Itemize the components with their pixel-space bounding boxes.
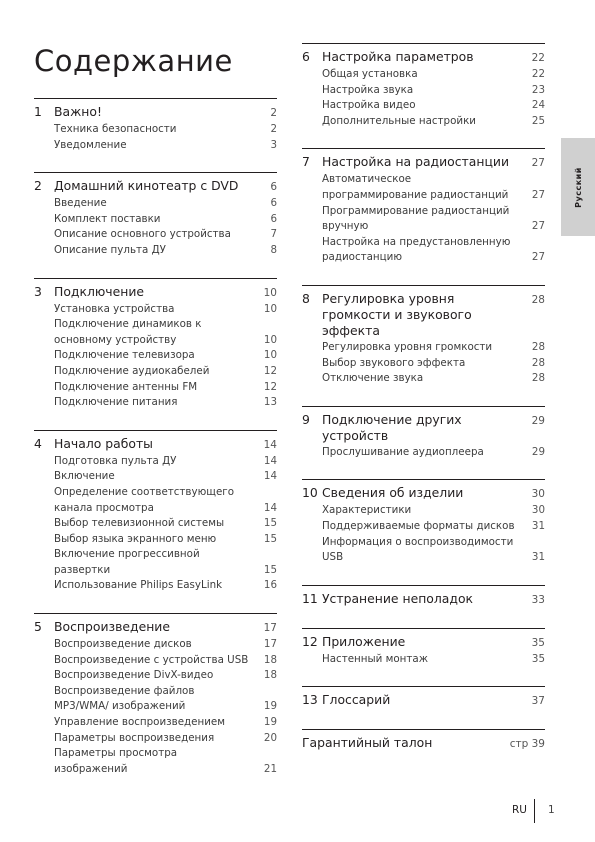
toc-right-column bbox=[302, 43, 545, 752]
footer-language: RU bbox=[512, 804, 527, 816]
toc-item[interactable] bbox=[322, 371, 545, 387]
item-title: Выбор языка экранного меню bbox=[54, 532, 217, 545]
toc-item[interactable] bbox=[54, 469, 277, 485]
item-page: 35 bbox=[531, 652, 545, 665]
toc-item[interactable] bbox=[322, 67, 545, 83]
section-number: 2 bbox=[34, 178, 42, 194]
toc-section bbox=[34, 278, 277, 411]
item-title: Воспроизведение DivX-видео bbox=[54, 669, 214, 682]
section-number: 8 bbox=[302, 290, 310, 306]
toc-item[interactable] bbox=[54, 122, 277, 138]
item-page: 14 bbox=[263, 470, 277, 483]
toc-section-heading[interactable] bbox=[302, 634, 545, 652]
item-title: Параметры воспроизведения bbox=[54, 731, 215, 744]
item-page: 28 bbox=[531, 356, 545, 369]
toc-section bbox=[302, 686, 545, 710]
item-page: 24 bbox=[531, 99, 545, 112]
item-title: Техника безопасности bbox=[54, 123, 177, 135]
toc-item[interactable] bbox=[54, 653, 277, 669]
item-title: Настройка звука bbox=[322, 83, 414, 96]
toc-item[interactable] bbox=[54, 547, 277, 578]
item-title: Уведомление bbox=[54, 138, 127, 151]
toc-item[interactable] bbox=[54, 364, 277, 380]
item-page: 23 bbox=[531, 83, 545, 96]
toc-item[interactable] bbox=[54, 532, 277, 548]
toc-item[interactable] bbox=[322, 519, 545, 535]
toc-item[interactable] bbox=[322, 98, 545, 114]
toc-item[interactable] bbox=[54, 485, 277, 516]
item-page: 27 bbox=[531, 220, 545, 233]
item-title: Описание основного устройства bbox=[54, 228, 231, 241]
toc-item[interactable] bbox=[54, 243, 277, 259]
item-page: 20 bbox=[263, 731, 277, 744]
item-title: Информация о воспроизводимости USB bbox=[322, 535, 514, 564]
item-page: 25 bbox=[531, 114, 545, 127]
item-page: 15 bbox=[263, 517, 277, 530]
toc-section bbox=[302, 43, 545, 129]
item-page: 10 bbox=[263, 333, 277, 346]
toc-item[interactable] bbox=[54, 637, 277, 653]
toc-section bbox=[34, 172, 277, 258]
section-page: 37 bbox=[531, 695, 545, 708]
item-title: Общая установка bbox=[322, 68, 418, 80]
section-title: Начало работы bbox=[54, 435, 153, 451]
item-title: Установка устройства bbox=[54, 302, 175, 315]
toc-item[interactable] bbox=[54, 731, 277, 747]
section-number: 5 bbox=[34, 619, 42, 635]
section-number: 3 bbox=[34, 283, 42, 299]
section-title: Сведения об изделии bbox=[322, 485, 464, 501]
item-title: Настройка видео bbox=[322, 99, 416, 112]
item-page: 19 bbox=[263, 700, 277, 713]
section-title: Настройка на радиостанции bbox=[322, 154, 510, 170]
toc-item[interactable] bbox=[54, 395, 277, 411]
section-title: Приложение bbox=[322, 633, 406, 649]
toc-section-heading[interactable] bbox=[34, 619, 277, 637]
toc-item[interactable] bbox=[54, 516, 277, 532]
item-title: Комплект поставки bbox=[54, 212, 161, 225]
toc-section bbox=[34, 98, 277, 153]
item-page: 18 bbox=[263, 669, 277, 682]
toc-item[interactable] bbox=[54, 715, 277, 731]
toc-warranty-entry[interactable] bbox=[302, 729, 545, 752]
language-side-tab-label: Русский bbox=[573, 166, 583, 208]
toc-section-heading[interactable] bbox=[302, 291, 545, 340]
item-page: 14 bbox=[263, 454, 277, 467]
section-title: Подключение bbox=[54, 283, 145, 299]
item-title: Подготовка пульта ДУ bbox=[54, 454, 177, 467]
item-title: Определение соответствующего канала просмотра bbox=[54, 485, 235, 514]
item-page: 7 bbox=[270, 228, 277, 241]
toc-item[interactable] bbox=[54, 138, 277, 154]
item-title: Автоматическое программирование радиостанций bbox=[322, 173, 509, 201]
item-title: Описание пульта ДУ bbox=[54, 243, 166, 256]
toc-item[interactable] bbox=[322, 172, 545, 203]
toc-section-heading[interactable] bbox=[34, 284, 277, 302]
toc-item[interactable] bbox=[54, 302, 277, 318]
section-number: 12 bbox=[302, 633, 318, 649]
section-page: 30 bbox=[531, 488, 545, 501]
section-page: 35 bbox=[531, 636, 545, 649]
warranty-page: стр 39 bbox=[509, 738, 545, 751]
section-title: Настройка параметров bbox=[322, 49, 474, 64]
item-title: Подключение телевизора bbox=[54, 349, 195, 362]
item-page: 28 bbox=[531, 340, 545, 353]
toc-item[interactable] bbox=[322, 652, 545, 668]
section-number: 7 bbox=[302, 154, 310, 170]
item-title: Прослушивание аудиоплеера bbox=[322, 445, 484, 458]
item-page: 15 bbox=[263, 563, 277, 576]
section-page: 6 bbox=[270, 181, 277, 194]
section-page: 14 bbox=[263, 438, 277, 451]
toc-section-heading[interactable] bbox=[302, 412, 545, 445]
item-title: Воспроизведение файлов MP3/WMA/ изображений bbox=[54, 684, 195, 713]
item-page: 14 bbox=[263, 501, 277, 514]
section-number: 6 bbox=[302, 49, 310, 64]
item-page: 31 bbox=[531, 551, 545, 564]
toc-section-heading[interactable] bbox=[302, 591, 545, 609]
section-title: Воспроизведение bbox=[54, 619, 170, 635]
toc-section bbox=[302, 628, 545, 668]
toc-item[interactable] bbox=[322, 535, 545, 566]
toc-item[interactable] bbox=[54, 317, 277, 348]
toc-item[interactable] bbox=[322, 356, 545, 372]
section-page: 22 bbox=[531, 52, 545, 64]
item-page: 6 bbox=[270, 212, 277, 225]
item-title: Отключение звука bbox=[322, 372, 424, 385]
toc-item[interactable] bbox=[322, 204, 545, 235]
item-page: 3 bbox=[270, 138, 277, 151]
item-page: 29 bbox=[531, 445, 545, 458]
item-page: 12 bbox=[263, 380, 277, 393]
toc-left-column bbox=[34, 98, 277, 796]
toc-section bbox=[302, 148, 545, 266]
item-title: Воспроизведение дисков bbox=[54, 638, 192, 651]
item-page: 28 bbox=[531, 372, 545, 385]
toc-item[interactable] bbox=[54, 380, 277, 396]
item-title: Выбор звукового эффекта bbox=[322, 356, 466, 369]
section-number: 11 bbox=[302, 590, 318, 606]
item-title: Подключение антенны FM bbox=[54, 380, 198, 393]
section-page: 27 bbox=[531, 157, 545, 170]
item-title: Подключение питания bbox=[54, 396, 178, 409]
toc-item[interactable] bbox=[54, 227, 277, 243]
section-number: 1 bbox=[34, 104, 42, 119]
toc-section bbox=[34, 430, 277, 594]
toc-section bbox=[302, 585, 545, 609]
item-title: Управление воспроизведением bbox=[54, 716, 226, 729]
toc-item[interactable] bbox=[54, 454, 277, 470]
item-title: Параметры просмотра изображений bbox=[54, 747, 178, 775]
item-page: 12 bbox=[263, 364, 277, 377]
section-number: 13 bbox=[302, 692, 318, 708]
page-title: Содержание bbox=[34, 44, 233, 78]
section-page: 33 bbox=[531, 593, 545, 606]
toc-item[interactable] bbox=[322, 83, 545, 99]
toc-section-heading[interactable] bbox=[34, 178, 277, 196]
toc-item[interactable] bbox=[54, 578, 277, 594]
item-title: Включение прогрессивной развертки bbox=[54, 548, 200, 576]
toc-item[interactable] bbox=[322, 445, 545, 461]
toc-item[interactable] bbox=[322, 503, 545, 519]
toc-section bbox=[302, 406, 545, 461]
toc-item[interactable] bbox=[322, 235, 545, 266]
section-number: 10 bbox=[302, 485, 318, 501]
item-page: 15 bbox=[263, 532, 277, 545]
toc-right-sections bbox=[302, 43, 545, 710]
item-title: Включение bbox=[54, 470, 115, 483]
footer-divider bbox=[534, 799, 535, 823]
item-title: Введение bbox=[54, 197, 107, 210]
toc-section-heading[interactable] bbox=[302, 49, 545, 67]
toc-section-heading[interactable] bbox=[34, 436, 277, 454]
item-page: 21 bbox=[263, 762, 277, 775]
toc-item[interactable] bbox=[54, 668, 277, 684]
toc-section-heading[interactable] bbox=[34, 104, 277, 122]
item-page: 10 bbox=[263, 349, 277, 362]
item-page: 27 bbox=[531, 251, 545, 264]
section-number: 4 bbox=[34, 435, 42, 451]
item-title: Настройка на предустановленную радиостанцию bbox=[322, 235, 511, 264]
toc-section-heading[interactable] bbox=[302, 485, 545, 503]
item-page: 16 bbox=[263, 579, 277, 592]
item-title: Программирование радиостанций вручную bbox=[322, 204, 510, 233]
item-title: Выбор телевизионной системы bbox=[54, 517, 225, 530]
section-page: 29 bbox=[531, 414, 545, 427]
item-page: 10 bbox=[263, 302, 277, 315]
toc-item[interactable] bbox=[54, 196, 277, 212]
item-page: 18 bbox=[263, 653, 277, 666]
section-page: 10 bbox=[263, 286, 277, 299]
item-page: 27 bbox=[531, 188, 545, 201]
item-page: 13 bbox=[263, 396, 277, 409]
section-page: 2 bbox=[270, 107, 277, 119]
section-title: Устранение неполадок bbox=[322, 590, 474, 606]
item-title: Использование Philips EasyLink bbox=[54, 579, 223, 592]
item-title: Поддерживаемые форматы дисков bbox=[322, 519, 515, 532]
toc-item[interactable] bbox=[322, 114, 545, 130]
item-title: Дополнительные настройки bbox=[322, 114, 476, 127]
toc-item[interactable] bbox=[54, 348, 277, 364]
section-title: Глоссарий bbox=[322, 692, 391, 708]
section-title: Регулировка уровня громкости и звукового эффекта bbox=[322, 290, 472, 338]
toc-section bbox=[34, 613, 277, 777]
item-title: Настенный монтаж bbox=[322, 652, 428, 665]
item-page: 6 bbox=[270, 197, 277, 210]
item-title: Регулировка уровня громкости bbox=[322, 340, 493, 353]
item-title: Подключение аудиокабелей bbox=[54, 364, 210, 377]
item-title: Воспроизведение с устройства USB bbox=[54, 653, 249, 666]
item-page: 31 bbox=[531, 519, 545, 532]
item-page: 19 bbox=[263, 716, 277, 729]
toc-item[interactable] bbox=[54, 684, 277, 715]
item-page: 8 bbox=[270, 243, 277, 256]
toc-section bbox=[302, 479, 545, 565]
toc-item[interactable] bbox=[54, 746, 277, 777]
toc-section-heading[interactable] bbox=[302, 154, 545, 172]
section-title: Важно! bbox=[54, 104, 102, 119]
section-page: 17 bbox=[263, 622, 277, 635]
item-title: Характеристики bbox=[322, 504, 412, 517]
item-title: Подключение динамиков к основному устройству bbox=[54, 318, 202, 346]
warranty-title: Гарантийный талон bbox=[302, 735, 433, 751]
language-side-tab bbox=[561, 138, 595, 236]
item-page: 17 bbox=[263, 638, 277, 651]
section-page: 28 bbox=[531, 293, 545, 306]
section-title: Домашний кинотеатр с DVD bbox=[54, 178, 239, 194]
toc-item[interactable] bbox=[322, 340, 545, 356]
footer-page-number: 1 bbox=[548, 804, 555, 816]
toc-item[interactable] bbox=[54, 212, 277, 228]
toc-section-heading[interactable] bbox=[302, 692, 545, 710]
toc-section bbox=[302, 285, 545, 387]
item-page: 30 bbox=[531, 504, 545, 517]
section-title: Подключение других устройств bbox=[322, 411, 462, 443]
item-page: 2 bbox=[270, 123, 277, 135]
item-page: 22 bbox=[531, 68, 545, 80]
section-number: 9 bbox=[302, 411, 310, 427]
